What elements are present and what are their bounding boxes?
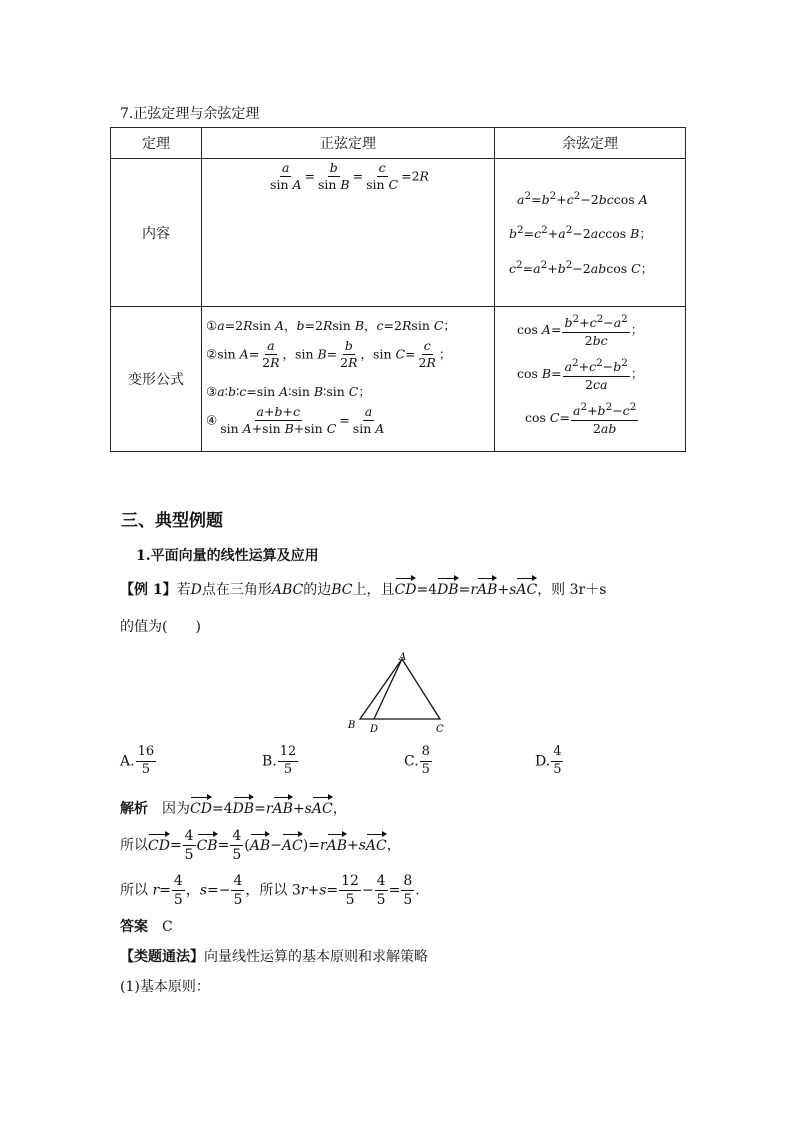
option-d[interactable]: D. $\frac{4}{5}$	[535, 744, 562, 777]
solution-line-2: 所以CD= $\frac{4}{5}$ CB= $\frac{4}{5}$ (AB−AC)=rAB+sAC，	[120, 828, 401, 864]
cosine-law-b: $b^2=c^2+a^2-2accos$ B；	[509, 224, 652, 242]
example-1-stem-line2: 的值为( )	[120, 619, 201, 635]
table-row-transform	[111, 307, 686, 452]
law-of-sines-formula: $\frac{a}{\text{sin A}}$ = $\frac{b}{\text{sin B}}$ = $\frac{c}{\text{sin C}}$ =2R	[270, 160, 429, 193]
table-header-row	[111, 128, 686, 159]
label-B: B	[348, 720, 356, 731]
law-of-cosines-cell	[495, 159, 686, 307]
cosines-variant-a: cos A= $\frac{b^2+c^2-a^2}{2bc}$ ；	[517, 313, 644, 348]
answer-line: 答案 C	[120, 919, 173, 935]
segment-ad	[374, 659, 402, 719]
cosines-variant-c: cos C= $\frac{a^2+b^2-c^2}{2ab}$	[525, 401, 637, 436]
sines-variant-1: ①a=2Rsin A，b=2Rsin B，c=2Rsin C；	[206, 318, 456, 333]
subheading-vector-ops: 1.平面向量的线性运算及应用	[136, 548, 319, 564]
option-c[interactable]: C. $\frac{8}{5}$	[404, 744, 430, 777]
basic-principle: (1)基本原则：	[120, 979, 210, 995]
cosine-law-c: $c^2=a^2+b^2-2abcos$ C；	[509, 258, 654, 276]
theorem-table	[110, 127, 686, 452]
header-theorem: 定理	[111, 128, 202, 159]
cosine-law-a: $a^2=b^2+c^2-2bccos$ A	[517, 190, 648, 208]
law-of-sines-cell	[202, 159, 495, 307]
label-A: A	[399, 652, 407, 663]
example-1-stem: 【例 1】若D点在三角形ABC的边BC上，且CD=4DB=rAB+sAC，则 3r＋s	[120, 582, 607, 598]
header-law-of-sines: 正弦定理	[202, 128, 495, 159]
triangle-figure	[344, 650, 454, 736]
sines-variant-3: ③a∶b∶c=sin A∶sin B∶sin C；	[206, 384, 371, 399]
table-row-content	[111, 159, 686, 307]
section-7-title: 7.正弦定理与余弦定理	[120, 106, 260, 122]
method-line: 【类题通法】向量线性运算的基本原则和求解策略	[120, 949, 428, 965]
option-a[interactable]: A. $\frac{16}{5}$	[120, 744, 155, 777]
triangle-abc	[360, 659, 440, 719]
sines-variant-2: ②sin A= $\frac{a}{2R}$ ，sin B= $\frac{b}{2R}$ ，sin C= $\frac{c}{2R}$ ；	[206, 338, 452, 371]
sines-variants-cell	[202, 307, 495, 452]
label-D: D	[370, 724, 379, 735]
solution-line-1: 解析 因为CD=4DB=rAB+sAC，	[120, 801, 347, 817]
cosines-variant-b: cos B= $\frac{a^2+c^2-b^2}{2ca}$ ；	[517, 357, 644, 392]
solution-line-3: 所以 r= $\frac{4}{5}$ ，s=− $\frac{4}{5}$ ，所以 3r+s= $\frac{12}{5}$ − $\frac{4}{5}$ = $\frac{8}{5}$ .	[120, 873, 420, 909]
cosines-variants-cell	[495, 307, 686, 452]
label-C: C	[436, 724, 444, 735]
row-label-content: 内容	[111, 159, 202, 307]
header-law-of-cosines: 余弦定理	[495, 128, 686, 159]
row-label-transform: 变形公式	[111, 307, 202, 452]
sines-variant-4: ④ $\frac{a+b+c}{\text{sin A+sin B+sin C}}$ = $\frac{a}{\text{sin A}}$	[206, 404, 385, 437]
option-b[interactable]: B. $\frac{12}{5}$	[262, 744, 297, 777]
section-heading-examples: 三、典型例题	[121, 511, 223, 531]
